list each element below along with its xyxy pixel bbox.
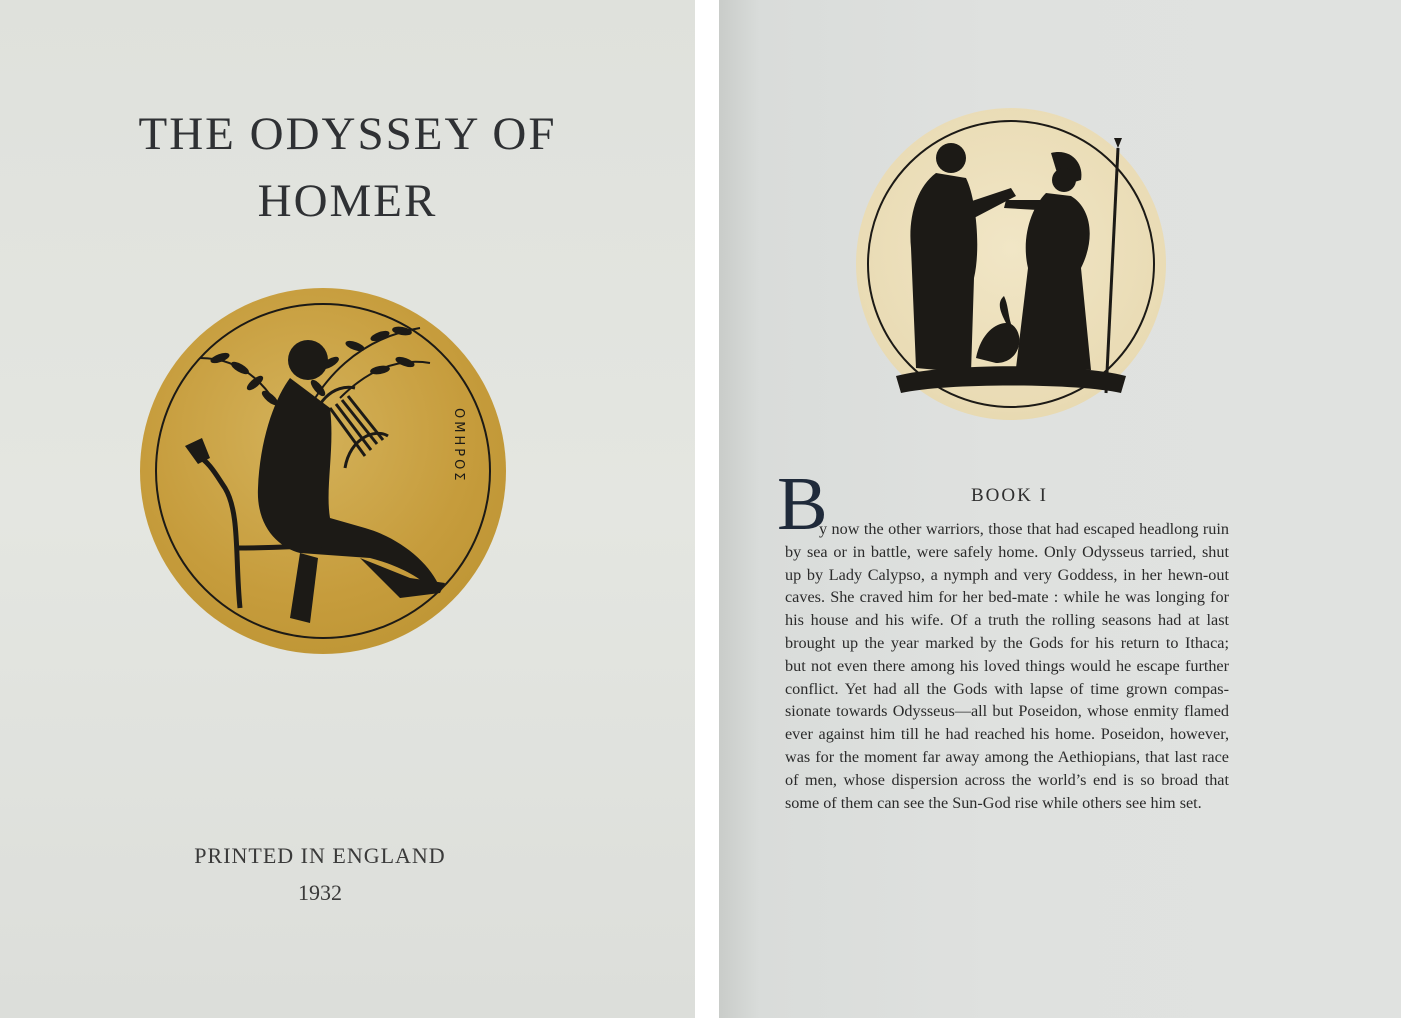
text-line: ever against him till he had reached his home. Poseidon, however, (785, 725, 1229, 744)
text-line: his house and his wife. Of a truth the rolling seasons had at last (785, 611, 1229, 630)
text-line: by sea or in battle, were safely home. Only Odysseus tarried, shut (785, 542, 1229, 561)
text-line: conflict. Yet had all the Gods with lapse of time grown compas- (785, 679, 1229, 698)
title-line-2: HOMER (257, 175, 438, 227)
imprint-line: PRINTED IN ENGLAND (194, 843, 446, 868)
text-line: sionate towards Odysseus—all but Poseidon, whose enmity flamed (785, 702, 1229, 721)
text-line: up by Lady Calypso, a nymph and very Goddess, in her hewn-out (785, 565, 1229, 584)
homer-medallion-illustration (140, 288, 506, 654)
text-line: some of them can see the Sun-God rise while others see him set. (785, 793, 1202, 812)
text-line: was for the moment far away among the Aethiopians, that last race (785, 747, 1229, 766)
chapter-body-text (785, 518, 1229, 814)
drop-cap: B (777, 462, 828, 546)
homer-figure-illustration (140, 288, 506, 654)
text-line: y now the other warriors, those that had escaped headlong ruin (819, 520, 1229, 538)
text-line: but not even there among his loved things would he escape further (785, 656, 1229, 675)
imprint-year: 1932 (298, 880, 342, 905)
title-line-1: THE ODYSSEY OF (138, 108, 557, 160)
medallion-inscription: ΟΜΗΡΟΣ (451, 408, 466, 484)
right-page (719, 0, 1401, 1018)
text-line: caves. She craved him for her bed-mate : while he was longing for (785, 588, 1229, 607)
book-heading: BOOK I (971, 485, 1048, 506)
left-page (0, 0, 695, 1018)
two-figures-illustration (856, 108, 1166, 420)
athena-medallion-illustration (856, 108, 1166, 420)
text-line: brought up the year marked by the Gods for his return to Ithaca; (785, 633, 1229, 652)
text-line: of men, whose dispersion across the world’s end is so broad that (785, 770, 1229, 789)
